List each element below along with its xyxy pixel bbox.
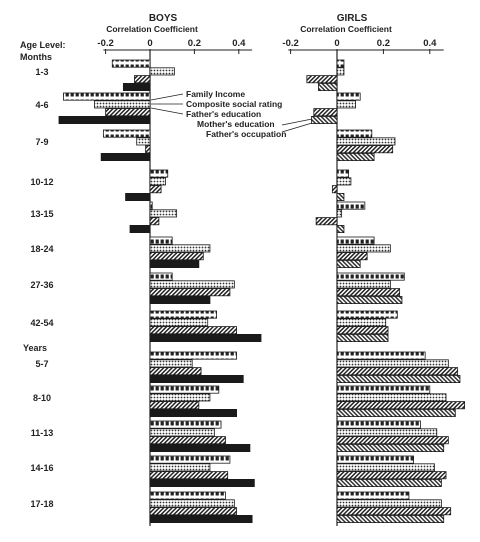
girls-tick-label: 0.4 bbox=[423, 38, 437, 49]
boys-bar bbox=[103, 130, 150, 137]
age-label: 1-3 bbox=[35, 67, 49, 77]
boys-bar bbox=[123, 83, 150, 90]
boys-bar bbox=[150, 409, 237, 416]
boys-bar bbox=[150, 170, 168, 177]
boys-bar bbox=[150, 472, 228, 479]
age-level-label: Age Level: bbox=[20, 40, 66, 50]
legend-mothers-education: Mother's education bbox=[197, 119, 275, 129]
leader-family-income bbox=[151, 94, 183, 100]
boys-bar bbox=[150, 186, 161, 193]
boys-bar bbox=[150, 202, 152, 209]
girls-bar bbox=[337, 319, 386, 326]
boys-bar bbox=[150, 464, 210, 471]
girls-bar bbox=[337, 421, 421, 428]
boys-xlabel: Correlation Coefficient bbox=[106, 24, 198, 34]
girls-bar bbox=[337, 352, 425, 359]
boys-bar bbox=[150, 479, 254, 486]
girls-bar bbox=[311, 116, 337, 123]
girls-bar bbox=[337, 472, 446, 479]
boys-bar bbox=[150, 421, 221, 428]
legend-fathers-education: Father's education bbox=[186, 109, 262, 119]
girls-bar bbox=[337, 444, 444, 451]
girls-bar bbox=[337, 60, 344, 67]
boys-bar bbox=[150, 334, 261, 341]
boys-bar bbox=[150, 178, 166, 185]
age-label: 13-15 bbox=[30, 209, 54, 219]
girls-bar bbox=[337, 253, 367, 260]
girls-bar bbox=[337, 289, 400, 296]
girls-bar bbox=[337, 368, 458, 375]
boys-bar bbox=[150, 456, 230, 463]
girls-bar bbox=[307, 76, 337, 83]
girls-bar bbox=[337, 311, 397, 318]
girls-bar bbox=[337, 170, 349, 177]
girls-bar bbox=[337, 394, 446, 401]
age-label: 4-6 bbox=[35, 100, 49, 110]
age-label: 10-12 bbox=[30, 177, 54, 187]
boys-bar bbox=[134, 76, 150, 83]
boys-bar bbox=[150, 245, 210, 252]
girls-xlabel: Correlation Coefficient bbox=[300, 24, 392, 34]
girls-bar bbox=[337, 93, 360, 100]
girls-bar bbox=[337, 101, 356, 108]
age-label: 18-24 bbox=[30, 244, 54, 254]
boys-bar bbox=[150, 394, 210, 401]
girls-tick-label: 0.2 bbox=[376, 38, 391, 49]
boys-bar bbox=[150, 68, 174, 75]
girls-bar bbox=[337, 237, 374, 244]
girls-bar bbox=[316, 218, 337, 225]
girls-bar bbox=[337, 281, 390, 288]
boys-tick-label: 0.4 bbox=[232, 38, 246, 49]
girls-bar bbox=[318, 83, 337, 90]
girls-tick-label: -0.2 bbox=[282, 38, 299, 49]
tick-layer bbox=[97, 38, 437, 54]
girls-bar bbox=[337, 402, 465, 409]
girls-bar bbox=[337, 178, 351, 185]
legend-fathers-occupation: Father's occupation bbox=[206, 129, 287, 139]
boys-bar bbox=[106, 109, 150, 116]
boys-bar bbox=[150, 402, 199, 409]
legend-composite: Composite social rating bbox=[186, 99, 283, 109]
girls-bar bbox=[337, 130, 372, 137]
girls-bar bbox=[337, 508, 451, 515]
boys-bar bbox=[95, 101, 151, 108]
girls-bar bbox=[337, 437, 448, 444]
girls-bar bbox=[337, 500, 441, 507]
boys-bar bbox=[150, 281, 234, 288]
girls-bar bbox=[337, 68, 344, 75]
boys-bar bbox=[126, 193, 150, 200]
girls-bar bbox=[337, 386, 430, 393]
boys-bar bbox=[150, 218, 159, 225]
boys-bar bbox=[150, 429, 214, 436]
girls-bar bbox=[337, 138, 395, 145]
age-label: 42-54 bbox=[30, 318, 54, 328]
boys-bar bbox=[150, 260, 199, 267]
girls-bar bbox=[337, 193, 344, 200]
boys-bar bbox=[150, 273, 172, 280]
girls-bar bbox=[337, 327, 388, 334]
boys-bar bbox=[150, 386, 219, 393]
age-label: 14-16 bbox=[30, 463, 54, 473]
months-label: Months bbox=[20, 52, 52, 62]
girls-bar bbox=[337, 153, 374, 160]
age-label: 7-9 bbox=[35, 137, 49, 147]
boys-bar bbox=[150, 237, 172, 244]
girls-bar bbox=[337, 210, 342, 217]
boys-tick-label: 0 bbox=[147, 38, 153, 49]
age-label: 11-13 bbox=[30, 428, 54, 438]
boys-bar bbox=[150, 289, 230, 296]
girls-bar bbox=[337, 296, 402, 303]
age-label: 8-10 bbox=[32, 393, 52, 403]
girls-tick-label: 0 bbox=[334, 38, 340, 49]
boys-bar bbox=[150, 437, 225, 444]
leader-fathers-education bbox=[151, 108, 183, 114]
age-label: 5-7 bbox=[35, 359, 49, 369]
boys-tick-label: 0.2 bbox=[187, 38, 202, 49]
boys-bar bbox=[150, 327, 237, 334]
girls-bar bbox=[337, 479, 441, 486]
girls-bar bbox=[337, 260, 360, 267]
age-label: 27-36 bbox=[30, 280, 54, 290]
boys-bar bbox=[150, 444, 250, 451]
boys-bar bbox=[150, 311, 217, 318]
boys-bar bbox=[101, 153, 150, 160]
boys-bar bbox=[150, 492, 225, 499]
girls-bar bbox=[337, 456, 414, 463]
boys-bar bbox=[146, 146, 150, 153]
boys-bar bbox=[150, 360, 192, 367]
boys-bar bbox=[137, 138, 150, 145]
girls-bar bbox=[337, 492, 409, 499]
age-labels bbox=[30, 67, 53, 509]
girls-bar bbox=[337, 409, 455, 416]
boys-bar bbox=[130, 225, 150, 232]
girls-bar bbox=[337, 273, 404, 280]
boys-bar bbox=[59, 116, 150, 123]
girls-bar bbox=[332, 186, 337, 193]
boys-bar bbox=[150, 253, 203, 260]
boys-title: BOYS bbox=[148, 13, 178, 24]
boys-bar bbox=[150, 296, 210, 303]
girls-bar bbox=[337, 429, 437, 436]
boys-bar bbox=[63, 93, 150, 100]
boys-bar bbox=[150, 500, 234, 507]
girls-bar bbox=[337, 225, 344, 232]
boys-bar bbox=[150, 319, 208, 326]
girls-bar bbox=[337, 245, 390, 252]
girls-bar bbox=[337, 146, 393, 153]
age-label: 17-18 bbox=[30, 499, 54, 509]
boys-bar bbox=[150, 508, 237, 515]
boys-bar bbox=[150, 375, 243, 382]
boys-bar bbox=[150, 210, 177, 217]
girls-bar bbox=[337, 202, 365, 209]
boys-bar bbox=[112, 60, 150, 67]
boys-bar bbox=[150, 515, 252, 522]
girls-bar bbox=[337, 334, 388, 341]
girls-title: GIRLS bbox=[336, 13, 368, 24]
boys-bar bbox=[150, 368, 201, 375]
girls-bar bbox=[337, 375, 460, 382]
boys-bar bbox=[150, 352, 237, 359]
girls-bar bbox=[314, 109, 337, 116]
legend-family-income: Family Income bbox=[186, 89, 246, 99]
girls-bar bbox=[337, 360, 448, 367]
girls-bar bbox=[337, 515, 444, 522]
years-label: Years bbox=[23, 343, 48, 353]
boys-tick-label: -0.2 bbox=[97, 38, 114, 49]
girls-bar bbox=[337, 464, 434, 471]
